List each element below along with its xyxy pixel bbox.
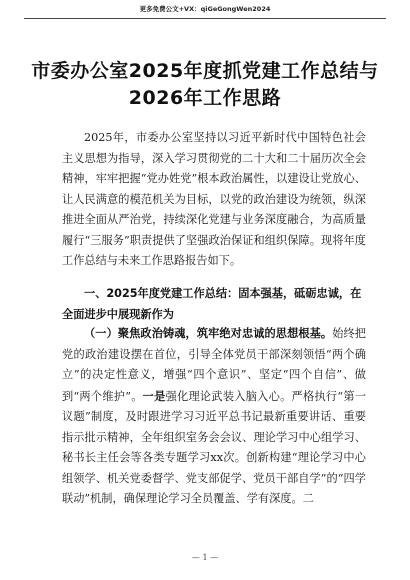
section-heading-1: 一、2025年度党建工作总结：固本强基，砥砺忠诚，在全面进步中展现新作为 xyxy=(62,287,362,321)
subsection-heading-1: （一）聚焦政治铸魂，筑牢绝对忠诚的思想根基。 xyxy=(84,327,333,340)
subsection-paragraph xyxy=(62,324,366,510)
title-line-1: 市委办公室2025年度抓党建工作总结与 xyxy=(31,60,379,82)
page-number: — 1 — xyxy=(191,553,219,562)
intro-paragraph: 2025年，市委办公室坚持以习近平新时代中国特色社会主义思想为指导，深入学习贯彻党的二十大和二十届历次全会精神，牢牢把握“党办姓党”根本政治属性，以建设让党放心、让人民满意的模范机关为目标，以党的政治建设为统领，纵深推进全面从严治党，持续深化党建与业务深度融合，为高质量履行“三服务”职责提供了坚强政治保证和组织保障。现将年度工作总结与未来工作思路报告如下。 xyxy=(62,131,366,267)
header-divider xyxy=(24,18,386,19)
document-title xyxy=(30,58,380,112)
emphasis-marker: 一是 xyxy=(142,388,166,403)
subsection-text-b: 强化理论武装入脑入心。严格执行“第一议题”制度，及时跟进学习习近平总书记最新重要讲话、重要指示批示精神，全年组织室务会会议、理论学习中心组学习、秘书长主任会等各类专题学习xx次。创新构建“理论学习中心组领学、机关党委督学、党支部促学、党员干部自学”的“四学联动”机制，确保理论学习全员覆盖、学有深度。二 xyxy=(62,389,366,505)
title-line-2: 2026年工作思路 xyxy=(128,87,282,109)
subsection-text-a: 始终把党的政治建设摆在首位，引导全体党员干部深刻领悟“两个确立”的决定性意义，增强“四个意识”、坚定“四个自信”、做到“两个维护”。 xyxy=(62,327,366,403)
header-banner: 更多免费公文+VX：qiGeGongWen2024 xyxy=(139,5,271,13)
